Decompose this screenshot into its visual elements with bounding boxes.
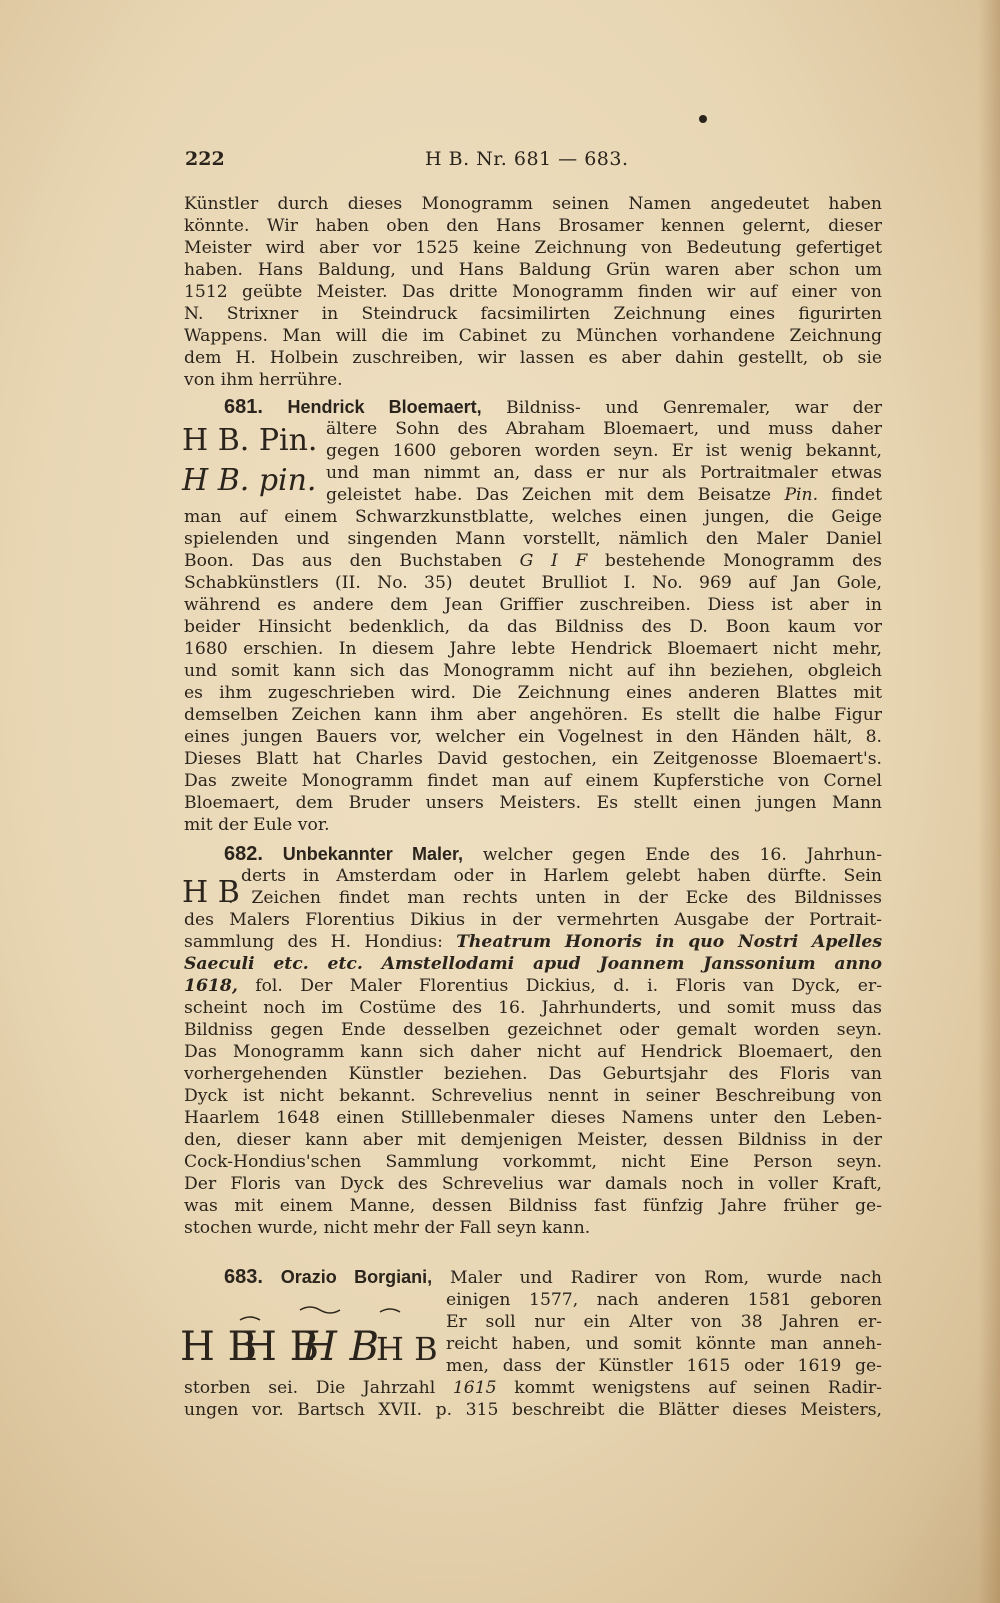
text-line: und somit kann sich das Monogramm nicht auf ihn beziehen, obgleich [184, 661, 882, 681]
text-line: stochen wurde, nicht mehr der Fall seyn kann. [184, 1218, 591, 1238]
text-line: dem H. Holbein zuschreiben, wir lassen es aber dahin gestellt, ob sie [184, 348, 882, 368]
entry-text: Maler und Radirer von Rom, wurde nach [450, 1268, 882, 1288]
text-line: Künstler durch dieses Monogramm seinen Namen angedeutet haben [184, 194, 882, 214]
entry-681-heading [224, 396, 882, 418]
monogram-683c: H B [302, 1324, 379, 1370]
text-span-italic: G I F [519, 551, 588, 571]
text-line: den, dieser kann aber mit demjenigen Meister, dessen Bildniss in der [184, 1130, 882, 1150]
text-line: während es andere dem Jean Griffier zuschreiben. Diess ist aber in [184, 595, 882, 615]
text-span-italic: 1615 [452, 1378, 497, 1398]
running-header [185, 148, 885, 178]
text-line: men, dass der Künstler 1615 oder 1619 ge- [446, 1356, 882, 1376]
text-line: einigen 1577, nach anderen 1581 geboren [446, 1290, 882, 1310]
text-line: 1512 geübte Meister. Das dritte Monogramm finden wir auf einer von [184, 282, 882, 302]
text-line: mit der Eule vor. [184, 815, 330, 835]
text-line: Bildniss gegen Ende desselben gezeichnet oder gemalt worden seyn. [184, 1020, 882, 1040]
text-line: Der Floris van Dyck des Schrevelius war damals noch in voller Kraft, [184, 1174, 882, 1194]
text-line: Dyck ist nicht bekannt. Schrevelius nennt in seiner Beschreibung von [184, 1086, 882, 1106]
entry-text: Bildniss- und Genremaler, war der [506, 398, 883, 418]
entry-number: 683. [224, 1266, 263, 1288]
entry-number: 681. [224, 396, 263, 418]
text-line: Das zweite Monogramm findet man auf einem Kupferstiche von Cornel [184, 771, 882, 791]
text-span-italic: Pin. [784, 485, 819, 505]
text-line: Cock-Hondius'schen Sammlung vorkommt, nicht Eine Person seyn. [184, 1152, 882, 1172]
text-line: man auf einem Schwarzkunstblatte, welches einen jungen, die Geige [184, 507, 882, 527]
text-line [184, 931, 882, 953]
text-span-italic: 1618, [184, 976, 238, 996]
text-line: Schabkünstlers (II. No. 35) deutet Brulliot I. No. 969 auf Jan Gole, [184, 573, 882, 593]
text-line: Wappens. Man will die im Cabinet zu München vorhandene Zeichnung [184, 326, 882, 346]
entry-text: welcher gegen Ende des 16. Jahrhun- [482, 845, 883, 865]
monogram-682: H B [182, 875, 240, 910]
monogram-681-icon [180, 418, 320, 506]
text-line: spielenden und singenden Mann vorstellt, nämlich den Maler Daniel [184, 529, 882, 549]
ink-dot [699, 115, 707, 123]
monogram-681b: H B. pin. [182, 463, 317, 498]
entry-name: Hendrick Bloemaert, [287, 397, 482, 417]
text-line [184, 550, 882, 572]
text-line: und man nimmt an, dass er nur als Portraitmaler etwas [326, 463, 882, 483]
monogram-683b: H B [242, 1324, 319, 1370]
text-span: findet [831, 485, 882, 505]
text-line: beider Hinsicht bedenklich, da das Bildniss des D. Boon kaum vor [184, 617, 882, 637]
text-line: demselben Zeichen kann ihm aber angehören. Es stellt die halbe Figur [184, 705, 882, 725]
text-span: fol. Der Maler Florentius Dickius, d. i. Floris van Dyck, er- [255, 976, 883, 996]
monogram-681a: H B. Pin. [182, 423, 318, 458]
text-line: des Malers Florentius Dikius in der vermehrten Ausgabe der Portrait- [184, 910, 882, 930]
text-span: bestehende Monogramm des [604, 551, 883, 571]
text-line: ältere Sohn des Abraham Bloemaert, und muss daher [326, 419, 882, 439]
page-number: 222 [185, 148, 225, 170]
entry-number: 682. [224, 843, 263, 865]
entry-name: Orazio Borgiani, [280, 1267, 433, 1287]
text-line: reicht haben, und somit könnte man anneh- [446, 1334, 882, 1354]
text-line [184, 1377, 882, 1399]
text-line: Dieses Blatt hat Charles David gestochen, ein Zeitgenosse Bloemaert's. [184, 749, 882, 769]
text-line: haben. Hans Baldung, und Hans Baldung Grün waren aber schon um [184, 260, 882, 280]
text-line: Das Monogramm kann sich daher nicht auf Hendrick Bloemaert, den [184, 1042, 882, 1062]
text-span: geleistet habe. Das Zeichen mit dem Beisatze [326, 485, 772, 505]
text-span: storben sei. Die Jahrzahl [184, 1378, 436, 1398]
running-title: H B. Nr. 681 — 683. [425, 148, 629, 170]
text-line: es ihm zugeschrieben wird. Die Zeichnung eines anderen Blattes mit [184, 683, 882, 703]
monogram-682-icon [180, 866, 240, 910]
text-line: . Zeichen findet man rechts unten in der Ecke des Bildnisses [228, 888, 882, 908]
entry-683-heading [224, 1266, 882, 1288]
text-line: N. Strixner in Steindruck facsimilirten Zeichnung eines figurirten [184, 304, 882, 324]
entry-682-heading [224, 843, 882, 865]
text-line: eines jungen Bauers vor, welcher ein Vogelnest in den Händen hält, 8. [184, 727, 882, 747]
text-span: kommt wenigstens auf seinen Radir- [514, 1378, 882, 1398]
text-line: könnte. Wir haben oben den Hans Brosamer kennen gelernt, dieser [184, 216, 882, 236]
entry-name: Unbekannter Maler, [282, 844, 464, 864]
text-line: was mit einem Manne, dessen Bildniss fast fünfzig Jahre früher ge- [184, 1196, 882, 1216]
text-line [326, 484, 882, 506]
text-line: ungen vor. Bartsch XVII. p. 315 beschreibt die Blätter dieses Meisters, [184, 1400, 882, 1420]
text-line: 1680 erschien. In diesem Jahre lebte Hendrick Bloemaert nicht mehr, [184, 639, 882, 659]
text-line: Haarlem 1648 einen Stilllebenmaler dieses Namens unter den Leben- [184, 1108, 882, 1128]
text-line: vorhergehenden Künstler beziehen. Das Geburtsjahr des Floris van [184, 1064, 882, 1084]
text-line: derts in Amsterdam oder in Harlem gelebt haben dürfte. Sein [241, 866, 882, 886]
text-line: Bloemaert, dem Bruder unsers Meisters. Es stellt einen jungen Mann [184, 793, 882, 813]
monogram-683d: H B [376, 1330, 438, 1368]
page-edge-shadow [978, 0, 1000, 1603]
text-line: gegen 1600 geboren worden seyn. Er ist wenig bekannt, [326, 441, 882, 461]
text-line: von ihm herrühre. [184, 370, 343, 390]
text-line: Meister wird aber vor 1525 keine Zeichnung von Bedeutung gefertiget [184, 238, 882, 258]
text-line-italic: Saeculi etc. etc. Amstellodami apud Joannem Janssonium anno [184, 954, 882, 974]
text-line [184, 975, 882, 997]
text-line: scheint noch im Costüme des 16. Jahrhunderts, und somit muss das [184, 998, 882, 1018]
text-span: sammlung des H. Hondius: [184, 932, 443, 952]
text-span: Boon. Das aus den Buchstaben [184, 551, 503, 571]
monogram-683-icon [180, 1290, 440, 1376]
text-span-italic: Theatrum Honoris in quo Nostri Apelles [456, 932, 882, 952]
monogram-683: H B [180, 1324, 257, 1370]
text-line: Er soll nur ein Alter von 38 Jahren er- [446, 1312, 882, 1332]
